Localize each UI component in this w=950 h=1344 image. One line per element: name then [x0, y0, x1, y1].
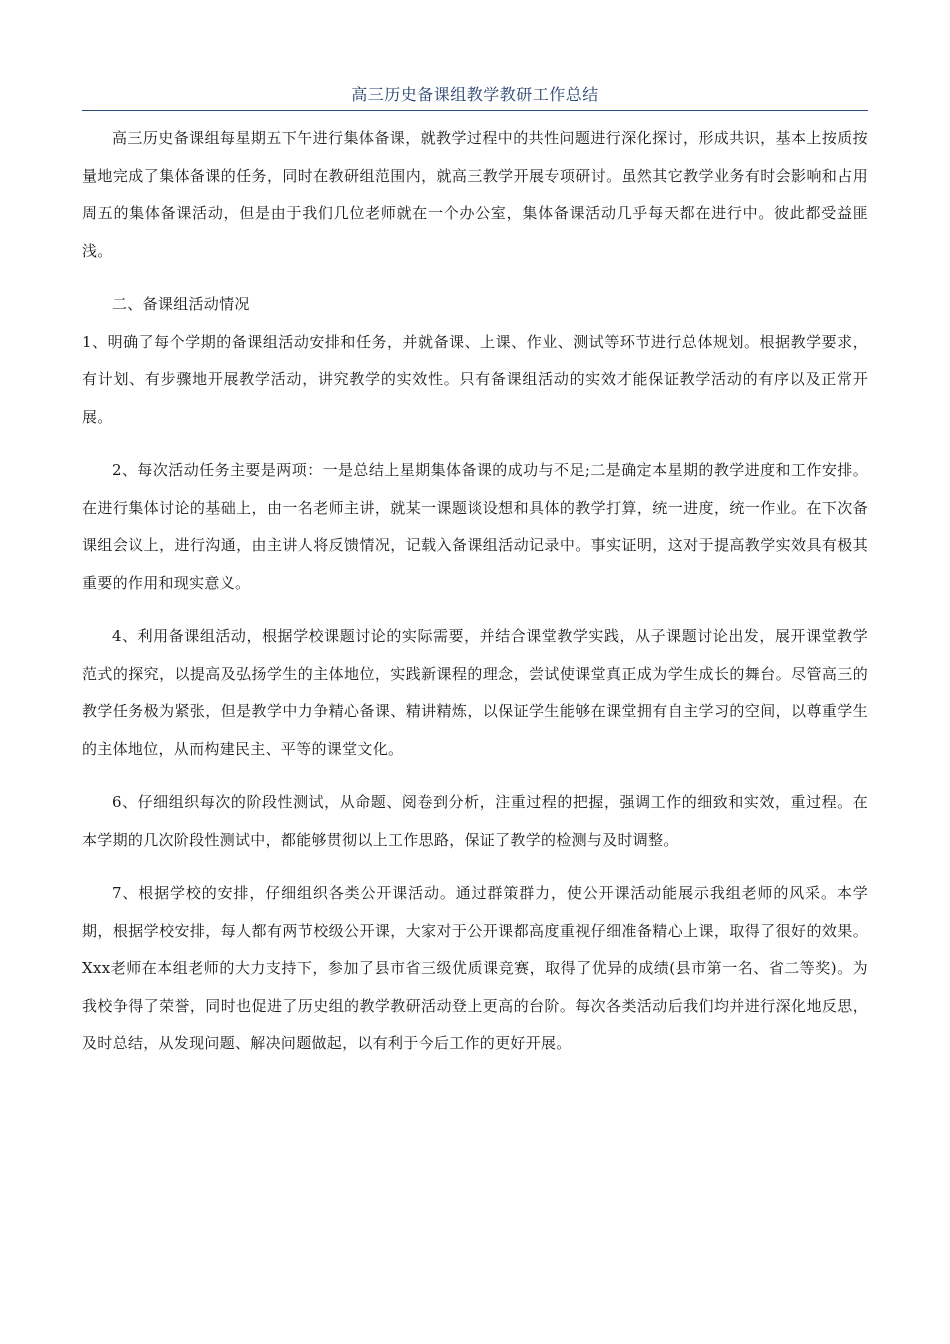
paragraph-item-7: 7、根据学校的安排，仔细组织各类公开课活动。通过群策群力，使公开课活动能展示我组老师的风采。本学期，根据学校安排，每人都有两节校级公开课，大家对于公开课都高度重视仔细准备精心上课，取得了很好的效果。Xxx老师在本组老师的大力支持下，参加了县市省三级优质课竞赛，取得了优异的成绩(县市第一名、省二等奖)。为我校争得了荣誉，同时也促进了历史组的教学教研活动登上更高的台阶。每次各类活动后我们均并进行深化地反思，及时总结，从发现问题、解决问题做起，以有利于今后工作的更好开展。 [82, 884, 868, 1052]
document-header [82, 82, 868, 111]
intro-paragraph: 高三历史备课组每星期五下午进行集体备课，就教学过程中的共性问题进行深化探讨，形成共识，基本上按质按量地完成了集体备课的任务，同时在教研组范围内，就高三教学开展专项研讨。虽然其它教学业务有时会影响和占用周五的集体备课活动，但是由于我们几位老师就在一个办公室，集体备课活动几乎每天都在进行中。彼此都受益匪浅。 [82, 129, 868, 260]
paragraph-item-2: 2、每次活动任务主要是两项：一是总结上星期集体备课的成功与不足;二是确定本星期的教学进度和工作安排。在进行集体讨论的基础上，由一名老师主讲，就某一课题谈设想和具体的教学打算，统一进度，统一作业。在下次备课组会议上，进行沟通，由主讲人将反馈情况，记载入备课组活动记录中。事实证明，这对于提高教学实效具有极其重要的作用和现实意义。 [82, 461, 868, 592]
paragraph-item-6: 6、仔细组织每次的阶段性测试，从命题、阅卷到分析，注重过程的把握，强调工作的细致和实效，重过程。在本学期的几次阶段性测试中，都能够贯彻以上工作思路，保证了教学的检测与及时调整。 [82, 793, 868, 849]
document-body [82, 120, 868, 1079]
paragraph-item-4: 4、利用备课组活动，根据学校课题讨论的实际需要，并结合课堂教学实践，从子课题讨论出发，展开课堂教学范式的探究，以提高及弘扬学生的主体地位，实践新课程的理念，尝试使课堂真正成为学生成长的舞台。尽管高三的教学任务极为紧张，但是教学中力争精心备课、精讲精炼，以保证学生能够在课堂拥有自主学习的空间，以尊重学生的主体地位，从而构建民主、平等的课堂文化。 [82, 627, 868, 758]
document-title: 高三历史备课组教学教研工作总结 [351, 85, 599, 104]
section-heading: 二、备课组活动情况 [112, 295, 250, 313]
paragraph-item-1: 1、明确了每个学期的备课组活动安排和任务，并就备课、上课、作业、测试等环节进行总体规划。根据教学要求，有计划、有步骤地开展教学活动，讲究教学的实效性。只有备课组活动的实效才能保证教学活动的有序以及正常开展。 [82, 332, 868, 426]
